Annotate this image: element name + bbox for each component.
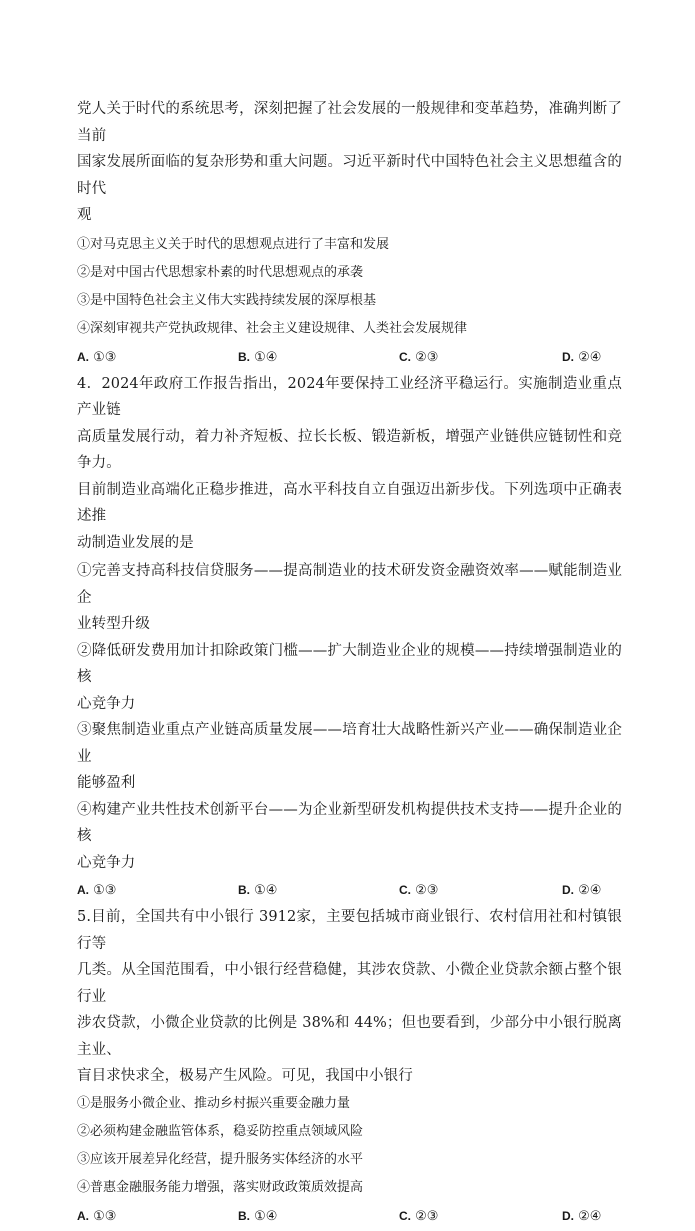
question-4-statement-2-line: 心竞争力 xyxy=(77,695,136,712)
question-4-option-c[interactable]: C. ②③ xyxy=(399,883,439,898)
question-4-option-b[interactable]: B. ①④ xyxy=(238,883,278,898)
question-4-statement-1-line: 业转型升级 xyxy=(77,616,150,632)
question-5-stem-line: 5.目前，全国共有中小银行 3912家，主要包括城市商业银行、农村信用社和村镇银行等 xyxy=(77,909,622,952)
question-4-statement-4-line: ④构建产业共性技术创新平台——为企业新型研发机构提供技术支持——提升企业的核 xyxy=(77,801,622,844)
question-4-options xyxy=(77,876,622,904)
question-4-statement-2-line: ②降低研发费用加计扣除政策门槛——扩大制造业企业的规模——持续增强制造业的核 xyxy=(77,642,622,685)
question-5-statement-2: ②必须构建金融监管体系，稳妥防控重点领域风险 xyxy=(77,1123,364,1139)
question-3 xyxy=(77,96,622,371)
question-3-option-a[interactable]: A. ①③ xyxy=(77,349,117,365)
question-5-option-b[interactable]: B. ①④ xyxy=(238,1208,278,1224)
question-4-option-d[interactable]: D. ②④ xyxy=(562,883,602,898)
question-4-stem-line: 4．2024年政府工作报告指出，2024年要保持工业经济平稳运行。实施制造业重点产业链 xyxy=(77,375,622,418)
question-5-option-c[interactable]: C. ②③ xyxy=(399,1208,439,1224)
question-3-statement-4: ④深刻审视共产党执政规律、社会主义建设规律、人类社会发展规律 xyxy=(77,320,468,336)
question-4-statement-3-line: ③聚焦制造业重点产业链高质量发展——培育壮大战略性新兴产业——确保制造业企业 xyxy=(77,722,622,765)
question-5-options xyxy=(77,1202,622,1230)
question-5-stem-line: 盲目求快求全，极易产生风险。可见，我国中小银行 xyxy=(77,1068,413,1084)
question-4-stem-line: 目前制造业高端化正稳步推进，高水平科技自立自强迈出新步伐。下列选项中正确表述推 xyxy=(77,481,622,524)
question-4-statement-4-line: 心竞争力 xyxy=(77,854,136,871)
question-5-stem-line: 涉农贷款，小微企业贷款的比例是 38%和 44%；但也要看到，少部分中小银行脱离主业、 xyxy=(77,1015,622,1058)
question-3-option-d[interactable]: D. ②④ xyxy=(562,349,602,365)
question-4-stem-line: 高质量发展行动，着力补齐短板、拉长长板、锻造新板，增强产业链供应链韧性和竞争力。 xyxy=(77,428,622,471)
question-3-statement-2: ②是对中国古代思想家朴素的时代思想观点的承袭 xyxy=(77,264,364,280)
question-3-stem-line: 观 xyxy=(77,207,92,223)
question-5 xyxy=(77,904,622,1230)
question-4-statement-1-line: ①完善支持高科技信贷服务——提高制造业的技术研发资金融资效率——赋能制造业企 xyxy=(77,563,622,606)
question-3-options xyxy=(77,343,622,371)
question-5-stem-line: 几类。从全国范围看，中小银行经营稳健，其涉农贷款、小微企业贷款余额占整个银行业 xyxy=(77,962,622,1005)
question-3-option-c[interactable]: C. ②③ xyxy=(399,349,439,365)
question-5-statement-3: ③应该开展差异化经营，提升服务实体经济的水平 xyxy=(77,1151,364,1167)
question-3-option-b[interactable]: B. ①④ xyxy=(238,349,278,365)
question-5-statement-4: ④普惠金融服务能力增强，落实财政政策质效提高 xyxy=(77,1179,364,1195)
question-3-stem-line: 国家发展所面临的复杂形势和重大问题。习近平新时代中国特色社会主义思想蕴含的时代 xyxy=(77,154,622,197)
question-4-statement-3-line: 能够盈利 xyxy=(77,775,136,791)
question-4-option-a[interactable]: A. ①③ xyxy=(77,883,117,898)
exam-page xyxy=(77,96,622,1230)
question-3-statement-3: ③是中国特色社会主义伟大实践持续发展的深厚根基 xyxy=(77,292,377,308)
question-3-statement-1: ①对马克思主义关于时代的思想观点进行了丰富和发展 xyxy=(77,236,390,252)
question-5-option-d[interactable]: D. ②④ xyxy=(562,1208,602,1224)
question-5-option-a[interactable]: A. ①③ xyxy=(77,1208,117,1224)
question-5-statement-1: ①是服务小微企业、推动乡村振兴重要金融力量 xyxy=(77,1095,351,1111)
question-4 xyxy=(77,371,622,905)
question-4-stem-line: 动制造业发展的是 xyxy=(77,534,194,551)
question-3-stem-line: 党人关于时代的系统思考，深刻把握了社会发展的一般规律和变革趋势，准确判断了当前 xyxy=(77,101,622,144)
